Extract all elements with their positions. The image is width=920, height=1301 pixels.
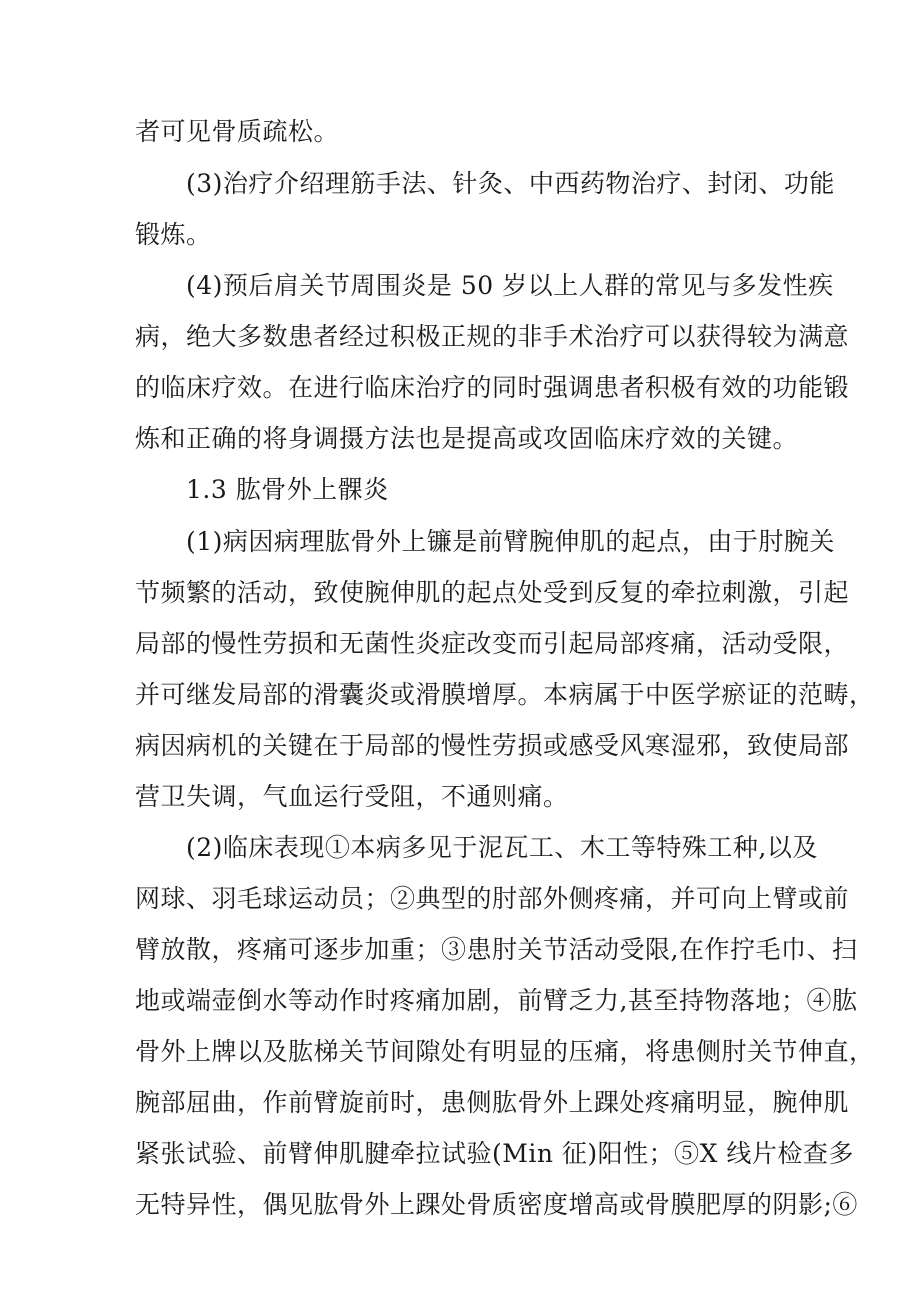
text-line: (1)病因病理肱骨外上镰是前臂腕伸肌的起点，由于肘腕关 [186,527,835,556]
text-line: (4)预后肩关节周围炎是 50 岁以上人群的常见与多发性疾 [186,271,834,300]
text-line: 并可继发局部的滑囊炎或滑膜增厚。本病属于中医学瘀证的范畴， [135,680,875,709]
text-line: 炼和正确的将身调摄方法也是提高或攻固临床疗效的关键。 [135,424,799,453]
text-line: (2)临床表现①本病多见于泥瓦工、木工等特殊工种,以及 [186,833,818,862]
text-line: 营卫失调，气血运行受阻，不通则痛。 [135,782,569,811]
text-line: 腕部屈曲，作前臂旋前时，患侧肱骨外上踝处疼痛明显，腕伸肌 [135,1088,850,1117]
text-line: 臂放散，疼痛可逐步加重；③患肘关节活动受限,在作拧毛巾、扫 [135,935,858,964]
text-line: 锻炼。 [135,220,212,249]
text-line: 局部的慢性劳损和无菌性炎症改变而引起局部疼痛，活动受限， [135,629,850,658]
text-line: 者可见骨质疏松。 [135,117,340,146]
section-heading: 1.3 肱骨外上髁炎 [186,475,389,504]
text-line: 节频繁的活动，致使腕伸肌的起点处受到反复的牵拉刺激，引起 [135,578,850,607]
text-line: 病，绝大多数患者经过积极正规的非手术治疗可以获得较为满意 [135,322,850,351]
text-line: 病因病机的关键在于局部的慢性劳损或感受风寒湿邪，致使局部 [135,731,850,760]
text-line: 地或端壶倒水等动作时疼痛加剧，前臂乏力,甚至持物落地；④肱 [135,986,858,1015]
text-line: 紧张试验、前臂伸肌腱牵拉试验(Min 征)阳性；⑤X 线片检查多 [135,1139,854,1168]
text-line: 网球、羽毛球运动员；②典型的肘部外侧疼痛，并可向上臂或前 [135,884,850,913]
text-line: 骨外上牌以及肱梯关节间隙处有明显的压痛，将患侧肘关节伸直， [135,1037,875,1066]
text-line: 无特异性，偶见肱骨外上踝处骨质密度增高或骨膜肥厚的阴影;⑥ [135,1190,858,1219]
text-line: 的临床疗效。在进行临床治疗的同时强调患者积极有效的功能锻 [135,373,850,402]
text-line: (3)治疗介绍理筋手法、针灸、中西药物治疗、封闭、功能 [186,169,835,198]
